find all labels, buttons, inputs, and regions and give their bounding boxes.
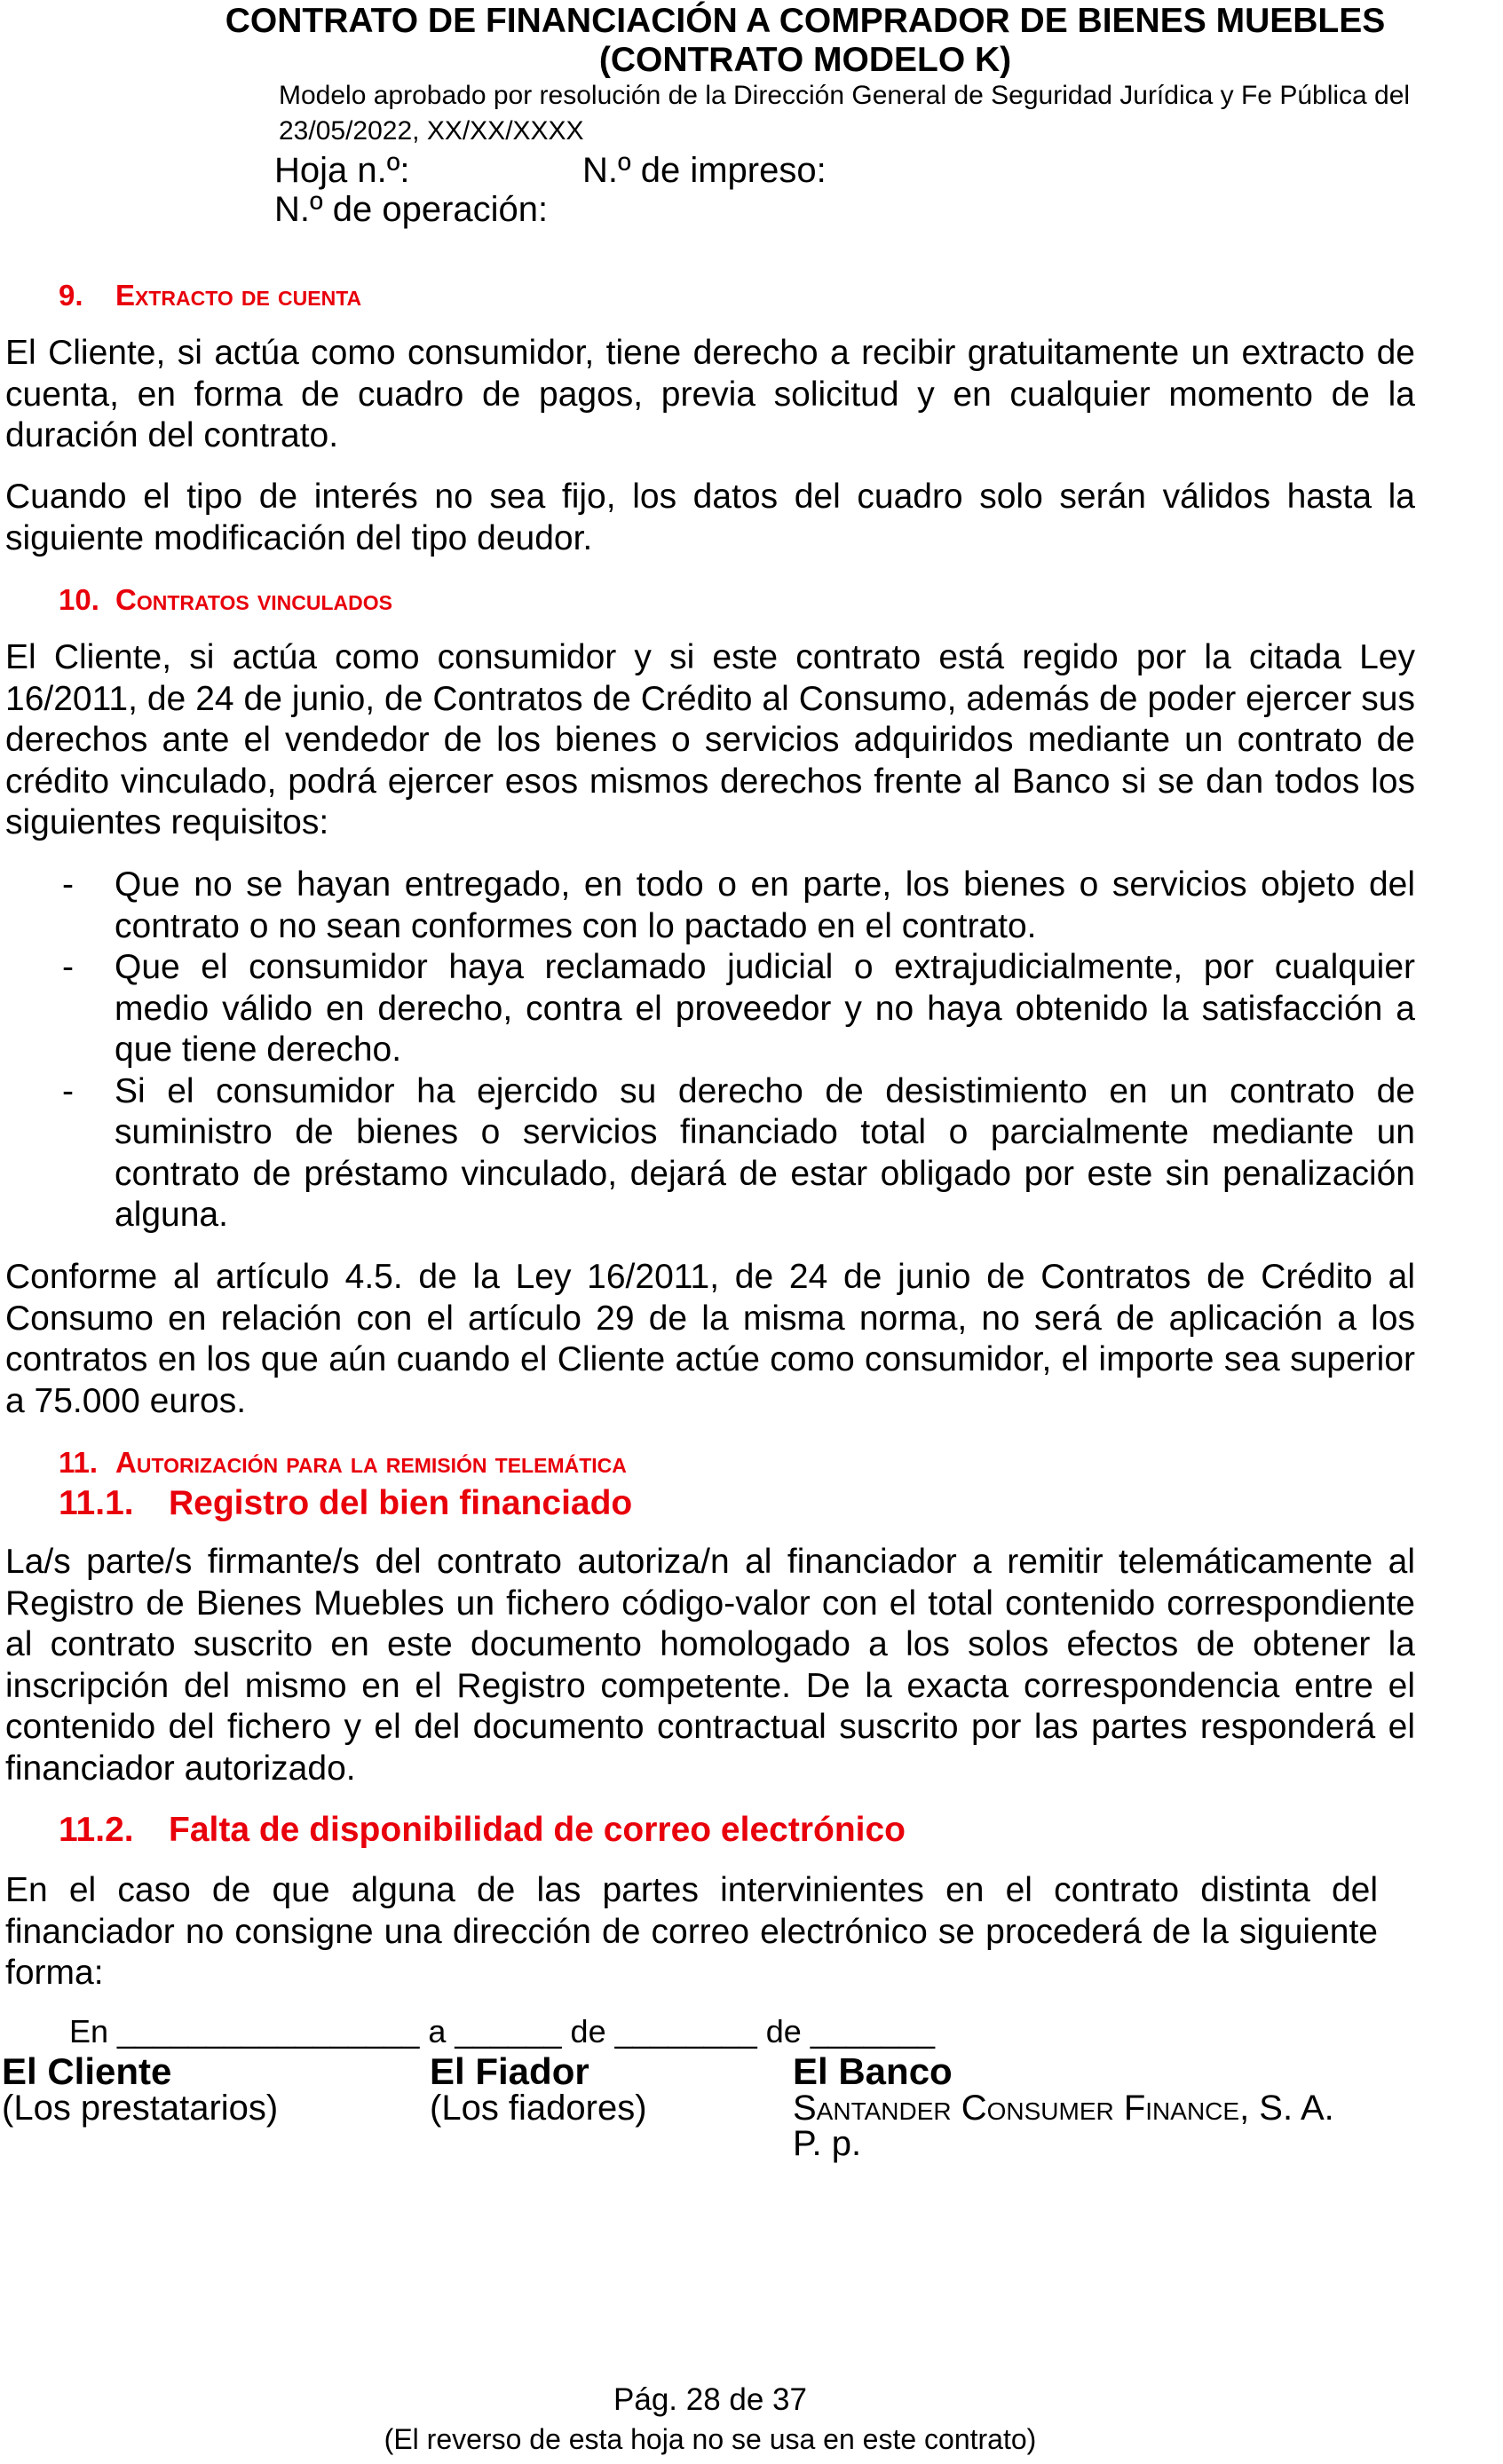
subsection-title: Registro del bien financiado [169,1484,633,1522]
bank-title: El Banco [793,2050,953,2092]
section-number: 9. [59,279,83,312]
subsection-11-2-text: En el caso de que alguna de las partes intervinientes en el contrato distinta del financiador no consigne una dirección de correo electrónico se procederá de la siguiente forma: [5,1871,1378,1992]
list-item [62,1071,1415,1236]
list-item [62,865,1415,947]
section-title: Contratos vinculados [115,583,392,616]
client-subtitle: (Los prestatarios) [2,2089,279,2128]
section-title: Autorización para la remisión telemática [115,1446,627,1479]
subsection-11-1-heading [59,1483,632,1524]
subsection-11-1-text: La/s parte/s firmante/s del contrato autoriza/n al financiador a remitir telemáticamente al Registro de Bienes Muebles un fichero código-valor con el total contenido correspondiente al contrato suscrito en este documento homologado a los solos efectos de obtener la inscripción del mismo en el Registro competente. De la exacta correspondencia entre el contenido del fichero y el del documento contractual suscrito por las partes responderá el financiador autorizado. [5,1543,1415,1788]
list-item [62,947,1415,1071]
section-9-paragraph-1 [5,333,1415,457]
section-number: 11. [59,1446,99,1479]
bullet-dash: - [62,948,74,986]
print-number-label: N.º de impreso: [582,151,827,190]
section-title: Extracto de cuenta [115,279,362,312]
section-9-heading [59,278,361,313]
signature-client [2,2050,279,2128]
operation-number-label: N.º de operación: [274,190,549,229]
requirements-list [62,865,1415,1236]
list-item-text: Que el consumidor haya reclamado judicial o extrajudicialmente, por cualquier medio válido en derecho, contra el proveedor y no haya obtenido la satisfacción a que tiene derecho. [115,948,1415,1069]
section-number: 10. [59,583,99,616]
bank-name: Santander Consumer Finance, S. A. [793,2089,1334,2128]
bullet-dash: - [62,1071,74,1110]
section-10-closing: Conforme al artículo 4.5. de la Ley 16/2011, de 24 de junio de Contratos de Crédito al Consumo en relación con el artículo 29 de la misma norma, no será de aplicación a los contratos en los que aún cuando el Cliente actúe como consumidor, el importe sea superior a 75.000 euros. [5,1258,1415,1420]
guarantor-subtitle: (Los fiadores) [430,2089,647,2128]
guarantor-title: El Fiador [430,2050,589,2092]
section-10-heading [59,582,392,618]
bullet-dash: - [62,865,74,904]
document-title-line1: CONTRATO DE FINANCIACIÓN A COMPRADOR DE BIENES MUEBLES [225,2,1386,40]
document-title-line2: (CONTRATO MODELO K) [598,41,1012,79]
reverse-note: (El reverso de esta hoja no se usa en este contrato) [384,2423,1037,2455]
subsection-number: 11.1. [59,1484,134,1522]
signature-bank [793,2050,1334,2163]
sheet-number-label: Hoja n.º: [274,151,410,190]
approval-line2: 23/05/2022, XX/XX/XXXX [279,116,584,146]
paragraph: Cuando el tipo de interés no sea fijo, los datos del cuadro solo serán válidos hasta la siguiente modificación del tipo deudor. [5,478,1415,557]
list-item-text: Si el consumidor ha ejercido su derecho de desistimiento en un contrato de suministro de bienes o servicios financiado total o parcialmente mediante un contrato de préstamo vinculado, dejará de estar obligado por este sin penalización alguna. [115,1071,1415,1234]
subsection-11-2-heading [59,1810,906,1851]
paragraph: El Cliente, si actúa como consumidor, tiene derecho a recibir gratuitamente un extracto de cuenta, en forma de cuadro de pagos, previa solicitud y en cualquier momento de la duración del contrato. [5,334,1415,454]
place-date-line: En _________________ a ______ de ________ de _______ [69,2013,935,2049]
section-10-intro: El Cliente, si actúa como consumidor y si este contrato está regido por la citada Ley 16/2011, de 24 de junio, de Contratos de Crédito al Consumo, además de poder ejercer sus derechos ante el vendedor de los bienes o servicios adquiridos mediante un contrato de crédito vinculado, podrá ejercer esos mismos derechos frente al Banco si se dan todos los siguientes requisitos: [5,638,1415,841]
list-item-text: Que no se hayan entregado, en todo o en parte, los bienes o servicios objeto del contrato o no sean conformes con lo pactado en el contrato. [115,865,1415,945]
section-9-paragraph-2 [5,477,1415,559]
client-title: El Cliente [2,2050,172,2092]
subsection-number: 11.2. [59,1811,134,1849]
bank-pp: P. p. [793,2124,862,2163]
signature-guarantor [430,2050,647,2128]
page-number: Pág. 28 de 37 [613,2382,807,2417]
subsection-title: Falta de disponibilidad de correo electrónico [169,1811,906,1849]
section-11-heading [59,1445,627,1481]
approval-line1: Modelo aprobado por resolución de la Dirección General de Seguridad Jurídica y Fe Pública del [279,81,1411,110]
